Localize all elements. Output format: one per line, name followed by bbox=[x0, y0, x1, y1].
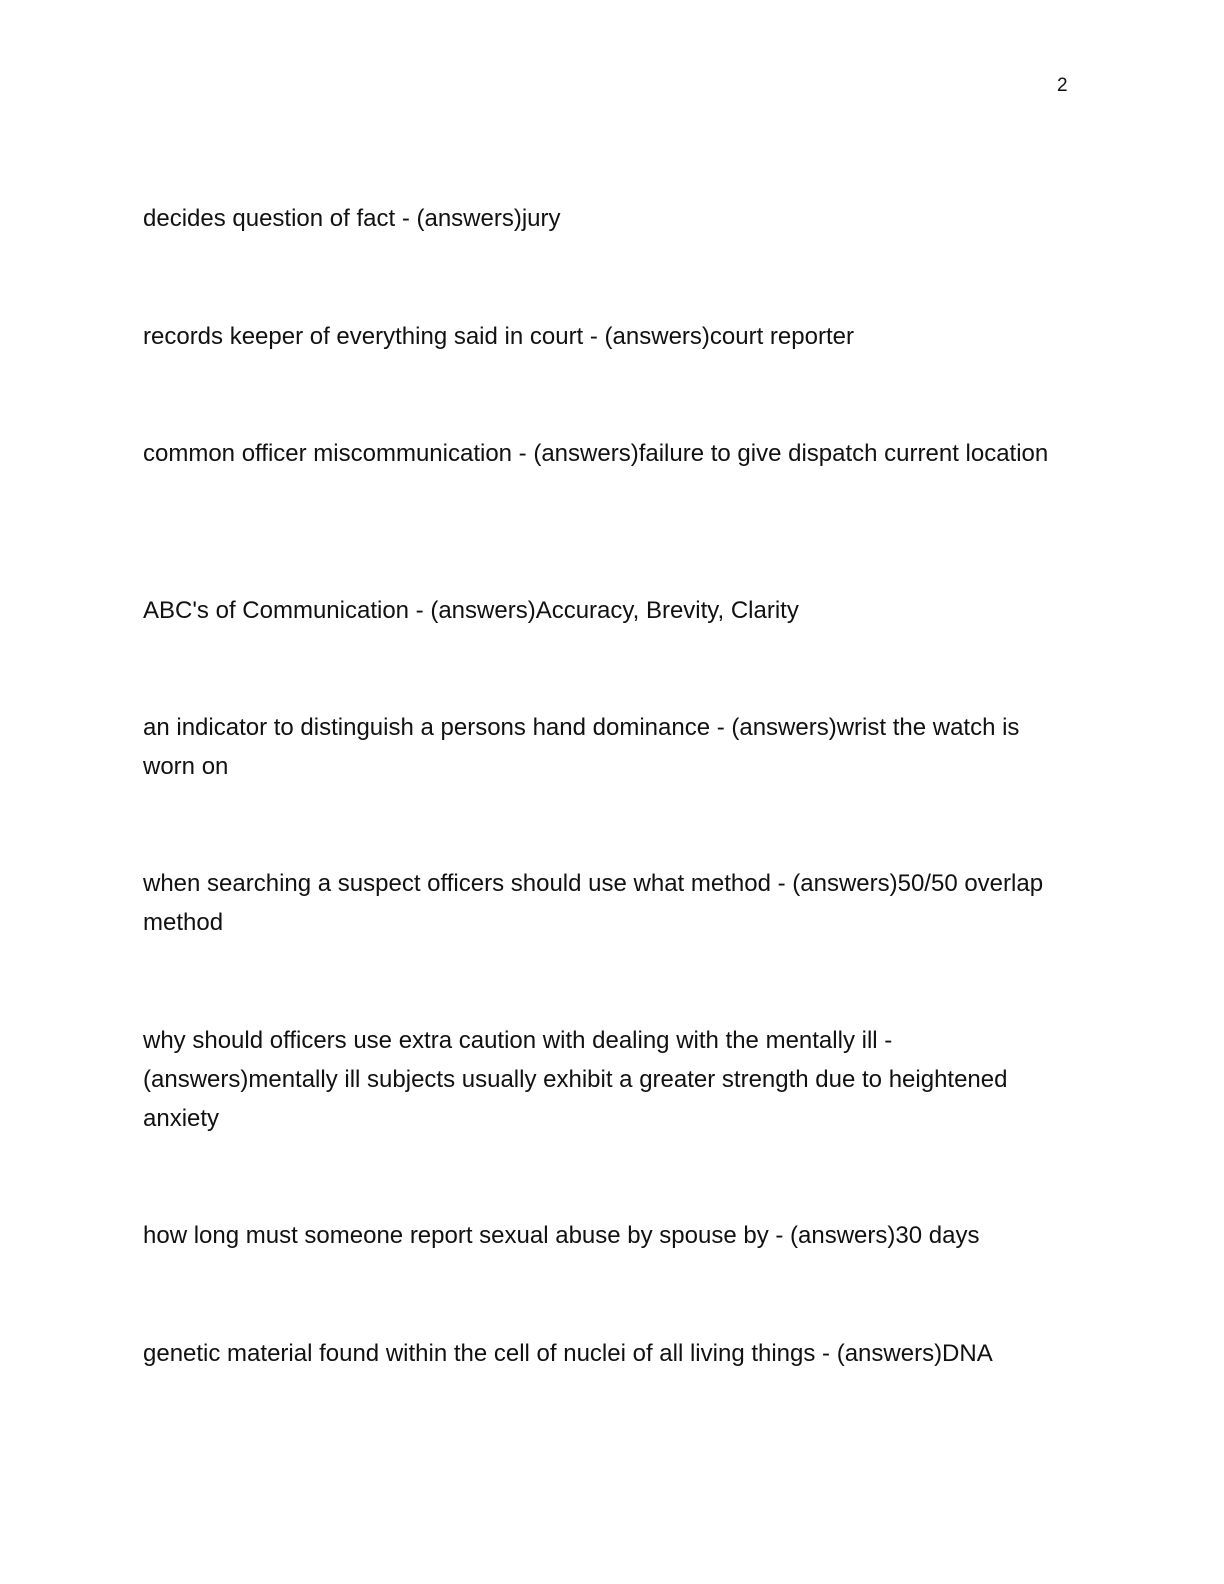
qa-entry-8: how long must someone report sexual abuse by spouse by - (answers)30 days bbox=[143, 1222, 980, 1249]
qa-entry-1: decides question of fact - (answers)jury bbox=[143, 205, 561, 232]
qa-entry-4: ABC's of Communication - (answers)Accuracy, Brevity, Clarity bbox=[143, 597, 799, 624]
qa-entry-7: why should officers use extra caution with dealing with the mentally ill - (answers)mentally ill subjects usually exhibit a greater strength due to heightened anxiety bbox=[143, 1027, 1008, 1132]
qa-entry-2: records keeper of everything said in court - (answers)court reporter bbox=[143, 323, 854, 350]
qa-entry-3: common officer miscommunication - (answers)failure to give dispatch current location bbox=[143, 440, 1049, 467]
qa-entry-6: when searching a suspect officers should use what method - (answers)50/50 overlap method bbox=[143, 870, 1044, 936]
page-number: 2 bbox=[1057, 75, 1068, 96]
qa-entry-5: an indicator to distinguish a persons hand dominance - (answers)wrist the watch is worn on bbox=[143, 714, 1020, 780]
qa-entry-9: genetic material found within the cell of nuclei of all living things - (answers)DNA bbox=[143, 1340, 993, 1367]
